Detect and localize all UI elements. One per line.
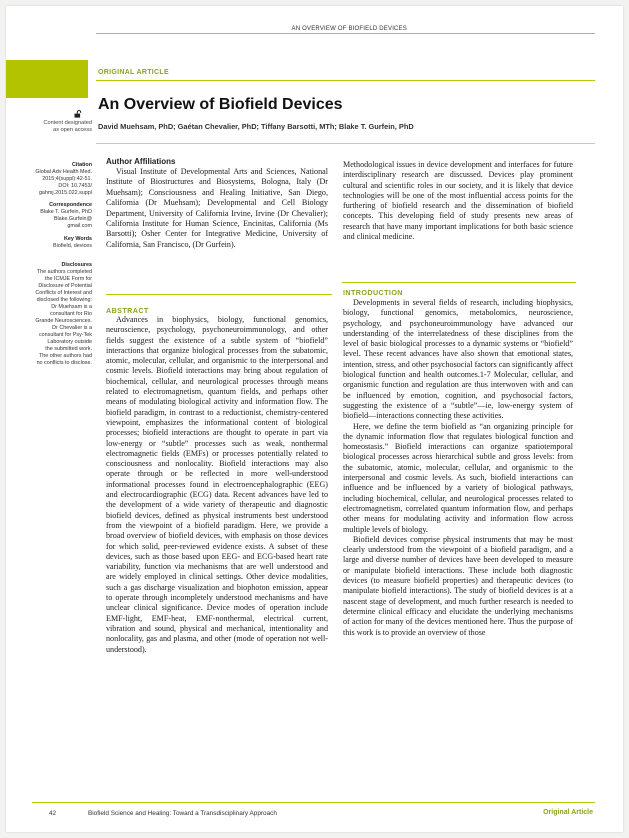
introduction-paragraph: Developments in several fields of research, including biophysics, biology, functional genomics, metabolomics, neuroscience, psychology, and psychoneuroimmunology have advanced our understanding of the interrelatedness of these disciplines from the level of basic biological processes to a dynamic systems or “biofield” level. These recent advances have also shown that emotional states, intention, stress, and other psychosocial factors can significantly affect biological function and health outcomes.1-7 Molecular, cellular, and organismic function and regulation are thus interwoven with and can be influenced by emotion, cognition, and psychosocial factors, suggesting the existence of a “subtle”—ie, low-energy system of biofield—interactions connecting these activities. [343,298,573,421]
disclosures-line: no conflicts to disclose. [36,360,92,366]
title-rule [96,143,595,144]
disclosures-line: consultant for Psy-Tek [38,332,92,338]
affiliations-text: Visual Institute of Developmental Arts and Sciences, National Institute of Biostructures and Biosystems, Bologna, Italy (Dr Muehsam); Consciousness and Healing Initiative, San Diego, California (Dr Muehsam); Developmental and Cell Biology Department, University of California Irvine, Irvine (Dr Chevalier); California Institute for Human Science, Encinitas, California (Ms Barsotti); Osher Center for Integrative Medicine, University of California, San Francisco, (Dr Gurfein). [106,167,328,249]
disclosures-line: the ICMJE Form for [44,276,92,282]
page-number: 42 [49,810,57,817]
introduction-heading: INTRODUCTION [343,288,403,297]
keywords-block [8,236,92,250]
running-head: AN OVERVIEW OF BIOFIELD DEVICES [291,26,407,32]
footer-rule [32,802,595,803]
abstract-continued [343,160,573,242]
citation-line: 2015;4(suppl):42-51. [42,176,92,182]
disclosures-line: Dr Muehsam is a [51,304,92,310]
open-access-note [26,120,92,134]
citation-block [8,162,92,197]
citation-heading: Citation [71,162,92,168]
disclosures-line: The authors completed [36,269,92,275]
disclosures-line: Grande Neurosciences. [35,318,92,324]
affiliations-heading: Author Affiliations [106,157,176,166]
abstract-column [106,315,328,655]
journal-page [6,6,623,832]
header-rule [96,33,595,34]
keywords-heading: Key Words [63,236,92,242]
open-lock-icon [74,110,82,118]
disclosures-line: Disclosure of Potential [38,283,92,289]
disclosures-line: the submitted work. [45,346,92,352]
correspondence-block [8,202,92,230]
abstract-text: Advances in biophysics, biology, functional genomics, neuroscience, psychology, psychoneuroimmunology, and other fields suggest the existence of a subtle system of “biofield” interactions that organize biological processes from the subatomic, atomic, molecular, cellular, and organismic to the interpersonal and cosmic levels. Biofield interactions may bring about regulation of biochemical, cellular, and neurological processes through means related to electromagnetism, quantum fields, and perhaps other means of modulating biological activity and information flow. The biofield paradigm, in contrast to a reductionist, chemistry-centered viewpoint, emphasizes the informational content of biological processes; biofield interactions are thought to operate in part via low-energy or “subtle” processes such as weak, nonthermal electromagnetic fields (EMFs) or processes potentially related to consciousness and nonlocality. Biofield interactions may also operate through or be reflected in more well-understood informational processes found in electroencephalographic (EEG) and electrocardiographic (ECG) data. Recent advances have led to the development of a wide variety of therapeutic and diagnostic biofield devices, defined as physical instruments best understood from the viewpoint of a biofield paradigm. Here, we provide a broad overview of biofield devices, with emphasis on those devices for which solid, peer-reviewed evidence exists. A subset of these devices, such as those based upon EEG- and ECG-based heart rate variability, function via mechanisms that are well understood and are widely employed in clinical settings. Other device modalities, such a gas discharge visualization and biophoton emission, appear to operate through incompletely understood mechanisms and have unclear clinical significance. Device modes of operation include EMF-light, EMF-heat, EMF-nonthermal, electrical current, vibration and sound, physical and mechanical, intentionality and nonlocality, gas and plasma, and other (mode of operation not well-understood). [106,315,328,654]
introduction-rule [342,282,576,283]
footer-section-label: Original Article [543,809,593,816]
introduction-paragraph: Here, we define the term biofield as “an organizing principle for the dynamic information flow that regulates biological function and homeostasis.” Biofield interactions can organize spatiotemporal biological processes across hierarchical subtle and gross levels: from the subatomic, atomic, molecular, cellular, and organismic to the interpersonal and cosmic levels. As such, biofield interactions can influence and be influenced by a variety of biological pathways, including biochemical, cellular, and neurological processes related to electromagnetism, correlated quantum information flow, and perhaps other means for modulating activity and information flow across multiple levels of biology. [343,421,573,534]
disclosures-line: Conflicts of Interest and [35,290,92,296]
keywords-line: Biofield, devices [53,243,92,249]
correspondence-heading: Correspondence [49,202,92,208]
article-type-label: ORIGINAL ARTICLE [98,69,169,76]
correspondence-email[interactable]: gmail.com [67,223,92,229]
disclosures-line: consultant for Rio [50,311,92,317]
disclosures-block [8,262,92,367]
article-type-rule [96,80,595,81]
affiliations-rule [106,294,332,295]
citation-line: gahmj.2015.022.suppl [38,190,92,196]
disclosures-line: Dr Chevalier is a [52,325,92,331]
citation-line: Global Adv Health Med. [35,169,92,175]
disclosures-line: The other authors had [38,353,92,359]
disclosures-line: disclosed the following: [36,297,92,303]
disclosures-heading: Disclosures [61,262,92,268]
abstract-heading: ABSTRACT [106,306,149,315]
citation-line: DOI: 10.7453/ [58,183,92,189]
correspondence-email[interactable]: Blake.Gurfein@ [53,216,92,222]
abstract-continued-text: Methodological issues in device development and interfaces for future interdisciplinary research are discussed. Devices play prominent cultural and scientific roles in our society, and it is likely that device technologies will be one of the most influential access points for the furthering of biofield research and the dissemination of biofield concepts. This developing field of study presents new areas of research that have many important implications for both basic science and clinical medicine. [343,160,573,242]
introduction-paragraph: Biofield devices comprise physical instruments that may be most clearly understood from the viewpoint of a biofield paradigm, and a large and diverse number of devices have been developed to measure or manipulate biofield interactions. These include both diagnostic devices (to measure biofield properties) and therapeutic devices (to manipulate biofield interactions). The study of biofield devices is at a nascent stage of development, and much further research is needed to determine clinical efficacy and elucidate the underlying mechanisms of action for many of the devices mentioned here. Thus the purpose of this work is to provide an overview of those [343,534,573,637]
author-list: David Muehsam, PhD; Gaétan Chevalier, PhD; Tiffany Barsotti, MTh; Blake T. Gurfein, PhD [98,122,414,131]
open-access-line-2: as open access [53,127,92,133]
accent-block [6,60,88,98]
article-title: An Overview of Biofield Devices [98,96,343,113]
open-access-line-1: Content designated [43,120,92,126]
introduction-column [343,298,573,638]
journal-name: Biofield Science and Healing: Toward a Transdisciplinary Approach [88,810,277,817]
disclosures-line: Laboratory outside [47,339,92,345]
correspondence-line: Blake T. Gurfein, PhD [40,209,92,215]
